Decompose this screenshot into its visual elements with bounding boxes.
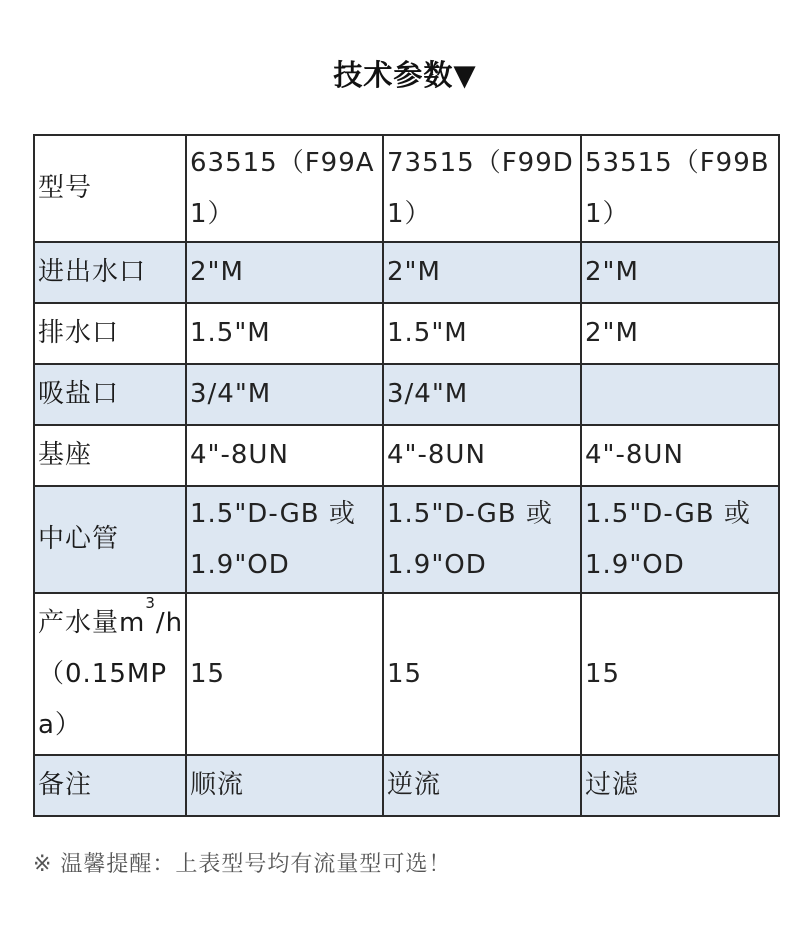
table-cell: 过滤 — [581, 755, 779, 816]
table-cell: 15 — [581, 593, 779, 755]
row-label: 排水口 — [34, 303, 186, 364]
table-cell: 1.5"M — [383, 303, 581, 364]
row-label: 型号 — [34, 135, 186, 242]
table-cell: 1.5"D-GB 或 1.9"OD — [581, 486, 779, 593]
table-cell: 4"-8UN — [186, 425, 383, 486]
table-cell: 2"M — [383, 242, 581, 303]
row-label: 吸盐口 — [34, 364, 186, 425]
table-cell: 1.5"M — [186, 303, 383, 364]
table-row-notes — [34, 755, 779, 816]
table-cell: 2"M — [186, 242, 383, 303]
table-cell: 4"-8UN — [581, 425, 779, 486]
row-label-prefix: 产水量m — [38, 607, 146, 638]
table-cell: 1.5"D-GB 或 1.9"OD — [186, 486, 383, 593]
row-label: 基座 — [34, 425, 186, 486]
table-row-brine — [34, 364, 779, 425]
table-cell: 53515（F99B1） — [581, 135, 779, 242]
table-cell: 4"-8UN — [383, 425, 581, 486]
table-cell: 73515（F99D1） — [383, 135, 581, 242]
table-row-center-tube — [34, 486, 779, 593]
spec-table — [33, 134, 780, 817]
row-label-suffix: /h（0.15MPa） — [38, 607, 184, 740]
row-label: 中心管 — [34, 486, 186, 593]
table-cell: 1.5"D-GB 或 1.9"OD — [383, 486, 581, 593]
page-title: 技术参数▼ — [333, 58, 477, 92]
footnote: ※ 温馨提醒：上表型号均有流量型可选！ — [33, 852, 452, 877]
table-row-inlet-outlet — [34, 242, 779, 303]
table-cell: 2"M — [581, 303, 779, 364]
table-row-output — [34, 593, 779, 755]
table-cell: 3/4"M — [383, 364, 581, 425]
table-cell: 顺流 — [186, 755, 383, 816]
row-label-superscript: 3 — [145, 593, 156, 612]
row-label: 备注 — [34, 755, 186, 816]
table-cell: 15 — [186, 593, 383, 755]
table-cell: 2"M — [581, 242, 779, 303]
table-cell — [581, 364, 779, 425]
table-cell: 63515（F99A1） — [186, 135, 383, 242]
table-row-model — [34, 135, 779, 242]
table-cell: 逆流 — [383, 755, 581, 816]
table-row-base — [34, 425, 779, 486]
row-label — [34, 593, 186, 755]
table-cell: 3/4"M — [186, 364, 383, 425]
row-label: 进出水口 — [34, 242, 186, 303]
table-cell: 15 — [383, 593, 581, 755]
table-row-drain — [34, 303, 779, 364]
